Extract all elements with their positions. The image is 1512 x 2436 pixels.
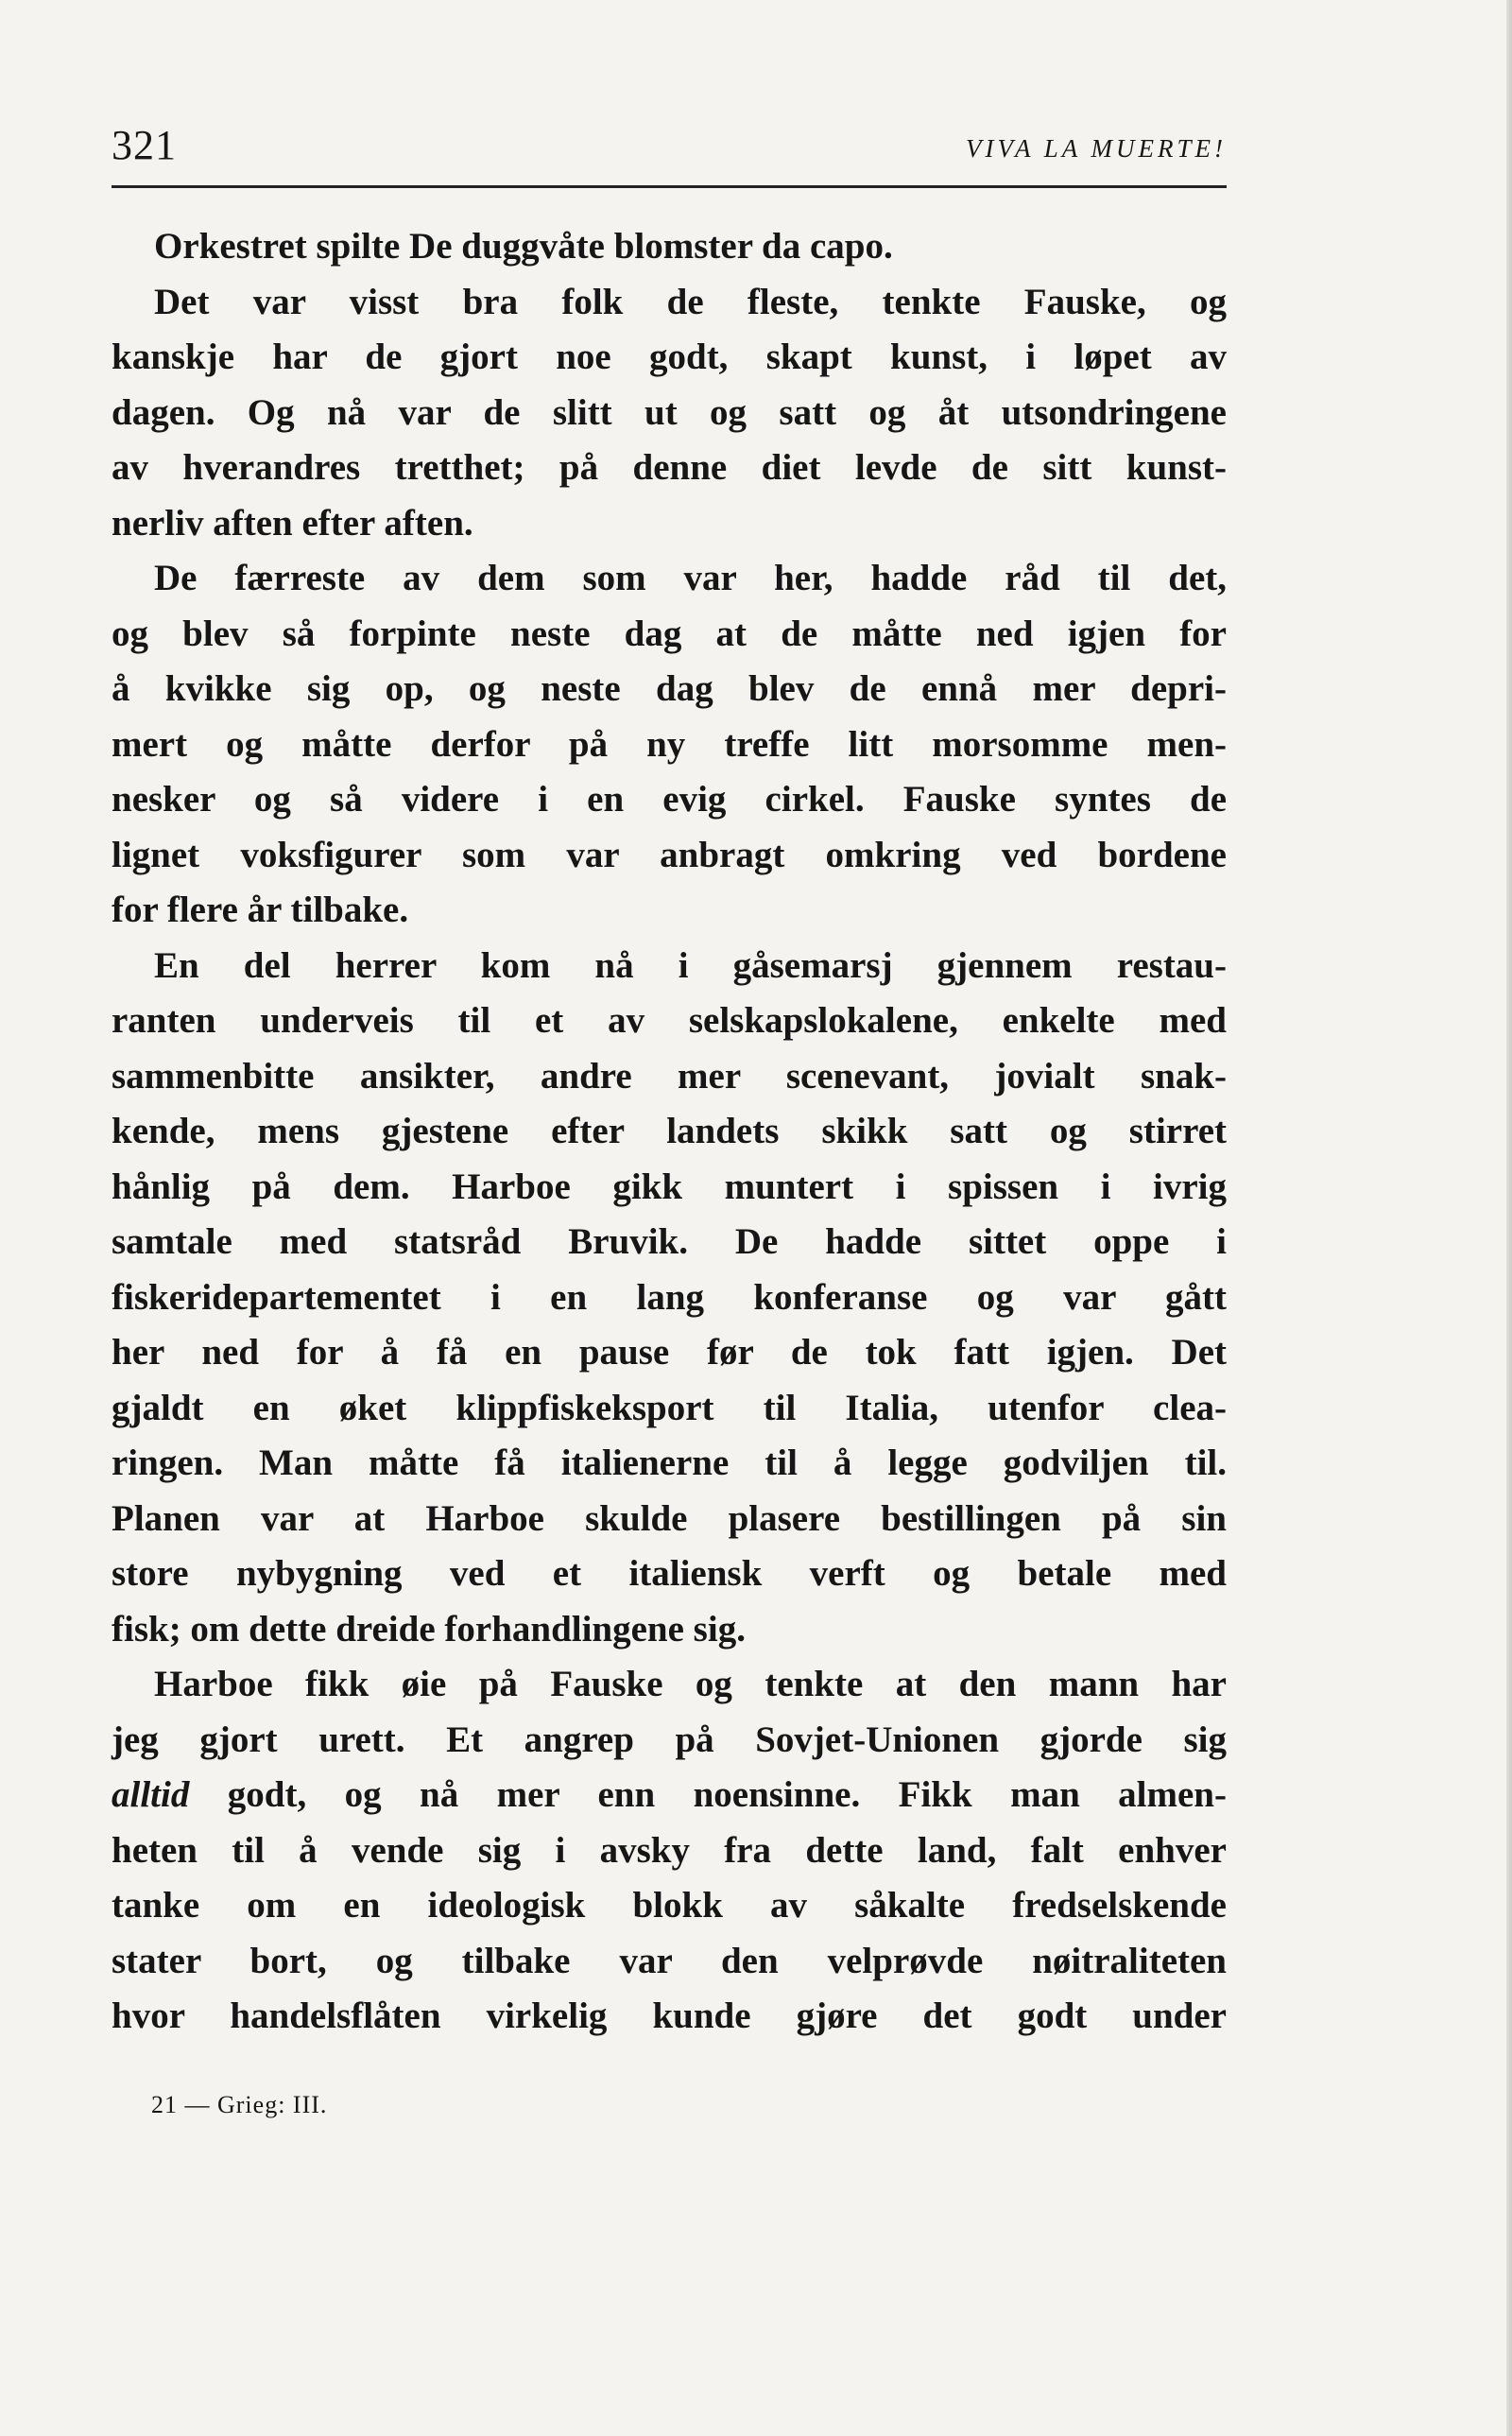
text-line: sammenbitte ansikter, andre mer scenevant, jovialt snak-: [112, 1055, 1227, 1097]
text-line: store nybygning ved et italiensk verft og betale med: [112, 1553, 1227, 1594]
text-line: å kvikke sig op, og neste dag blev de ennå mer depri-: [112, 668, 1227, 709]
page-edge: [1506, 0, 1512, 2436]
text-line: lignet voksfigurer som var anbragt omkring ved bordene: [112, 834, 1227, 875]
text-line: jeg gjort urett. Et angrep på Sovjet-Unionen gjorde sig: [112, 1719, 1227, 1760]
page-number: 321: [112, 122, 177, 168]
text-line: gjaldt en øket klippfiskeksport til Italia, utenfor clea-: [112, 1387, 1227, 1428]
text-line: ranten underveis til et av selskapslokalene, enkelte med: [112, 1000, 1227, 1041]
text-line: Det var visst bra folk de fleste, tenkte Fauske, og: [154, 281, 1227, 322]
running-header: [112, 113, 1227, 172]
text-line: nerliv aften efter aften.: [112, 502, 473, 544]
printer-signature: 21 — Grieg: III.: [151, 2091, 328, 2118]
text-line: En del herrer kom nå i gåsemarsj gjennem restau-: [154, 944, 1227, 986]
text-line: fisk; om dette dreide forhandlingene sig.: [112, 1608, 746, 1650]
running-title: VIVA LA MUERTE!: [966, 134, 1227, 163]
text-line: av hverandres tretthet; på denne diet levde de sitt kunst-: [112, 447, 1227, 488]
text-line: nesker og så videre i en evig cirkel. Fauske syntes de: [112, 779, 1227, 820]
text-line: samtale med statsråd Bruvik. De hadde sittet oppe i: [112, 1221, 1227, 1262]
text-line: De færreste av dem som var her, hadde råd til det,: [154, 558, 1227, 598]
text-line: tanke om en ideologisk blokk av såkalte fredselskende: [112, 1885, 1227, 1926]
text-line: for flere år tilbake.: [112, 890, 409, 930]
text-line: Planen var at Harboe skulde plasere bestillingen på sin: [112, 1497, 1227, 1539]
text-line: kanskje har de gjort noe godt, skapt kunst, i løpet av: [112, 337, 1227, 377]
text-line: ringen. Man måtte få italienerne til å legge godviljen til.: [112, 1443, 1227, 1483]
text-line: stater bort, og tilbake var den velprøvde nøitraliteten: [112, 1940, 1227, 1981]
text-line-rest: godt, og nå mer enn noensinne. Fikk man almen-: [189, 1774, 1227, 1815]
text-line: og blev så forpinte neste dag at de måtte ned igjen for: [112, 613, 1227, 654]
text-line: dagen. Og nå var de slitt ut og satt og åt utsondringene: [112, 391, 1227, 433]
text-line: hvor handelsflåten virkelig kunde gjøre det godt under: [112, 1995, 1227, 2036]
text-line: kende, mens gjestene efter landets skikk satt og stirret: [112, 1111, 1227, 1151]
header-rule: [112, 185, 1227, 188]
text-line: her ned for å få en pause før de tok fatt igjen. Det: [112, 1332, 1227, 1373]
text-line: hånlig på dem. Harboe gikk muntert i spissen i ivrig: [112, 1166, 1227, 1207]
text-line: Orkestret spilte De duggvåte blomster da capo.: [154, 226, 893, 267]
text-line-with-emphasis: [112, 1768, 1227, 1823]
body-text: [112, 219, 1227, 2045]
text-line: heten til å vende sig i avsky fra dette land, falt enhver: [112, 1829, 1227, 1871]
text-line: fiskeridepartementet i en lang konferanse og var gått: [112, 1276, 1227, 1318]
text-line: mert og måtte derfor på ny treffe litt morsomme men-: [112, 723, 1227, 765]
emphasized-word: alltid: [112, 1774, 190, 1815]
text-line: Harboe fikk øie på Fauske og tenkte at den mann har: [154, 1664, 1227, 1704]
